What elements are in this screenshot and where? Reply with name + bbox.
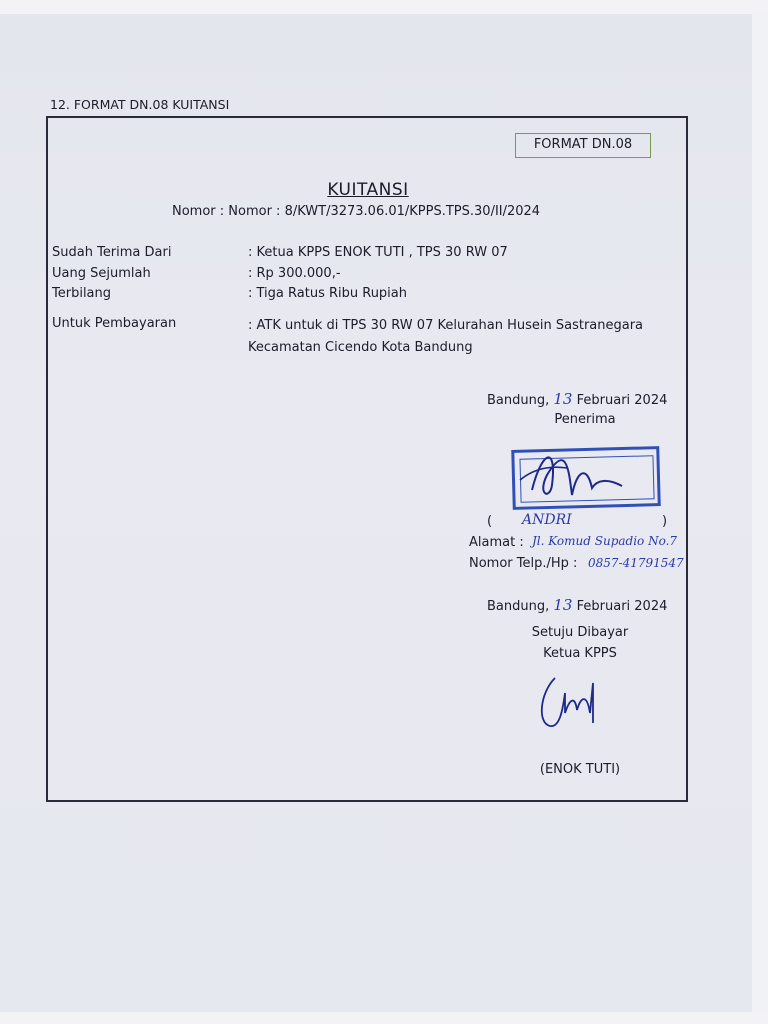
- field-value-untuk-pembayaran-line2: Kecamatan Cicendo Kota Bandung: [248, 340, 473, 355]
- field-value-uang-sejumlah: : Rp 300.000,-: [248, 266, 341, 281]
- approver-date-day: 13: [553, 596, 573, 614]
- approver-date-prefix: Bandung,: [487, 599, 550, 614]
- receiver-name-open: (: [487, 514, 493, 529]
- receiver-phone-handwritten: 0857-41791547: [588, 556, 684, 570]
- document-number: Nomor : Nomor : 8/KWT/3273.06.01/KPPS.TPS.30/II/2024: [172, 204, 541, 219]
- field-value-untuk-pembayaran: : ATK untuk di TPS 30 RW 07 Kelurahan Husein Sastranegara: [248, 318, 644, 333]
- receiver-name-close: ): [662, 514, 668, 529]
- receiver-phone-label: Nomor Telp./Hp :: [469, 556, 578, 571]
- field-label-terbilang: Terbilang: [52, 286, 112, 301]
- approver-role: Ketua KPPS: [543, 646, 617, 661]
- field-value-terbilang: : Tiga Ratus Ribu Rupiah: [248, 286, 407, 301]
- receiver-date-prefix: Bandung,: [487, 393, 550, 408]
- field-label-sudah-terima-dari: Sudah Terima Dari: [52, 245, 172, 260]
- receiver-date: [487, 391, 667, 409]
- approver-approval-text: Setuju Dibayar: [531, 625, 629, 640]
- receiver-role: Penerima: [554, 412, 616, 427]
- document-title: KUITANSI: [327, 180, 409, 200]
- approver-signature: [535, 668, 625, 738]
- receiver-address-handwritten: Jl. Komud Supadio No.7: [532, 534, 678, 548]
- receiver-name-handwritten: ANDRI: [522, 512, 572, 528]
- approver-name: (ENOK TUTI): [539, 762, 621, 777]
- format-code-box: FORMAT DN.08: [515, 133, 651, 158]
- approver-date: [487, 597, 667, 615]
- field-label-untuk-pembayaran: Untuk Pembayaran: [52, 316, 177, 331]
- field-label-uang-sejumlah: Uang Sejumlah: [52, 266, 151, 281]
- approver-date-rest: Februari 2024: [576, 599, 668, 614]
- field-value-sudah-terima-dari: : Ketua KPPS ENOK TUTI , TPS 30 RW 07: [248, 245, 508, 260]
- receiver-signature: [512, 440, 672, 520]
- section-heading: 12. FORMAT DN.08 KUITANSI: [50, 97, 230, 112]
- receiver-date-rest: Februari 2024: [576, 393, 668, 408]
- scan-margin-top: [0, 0, 768, 14]
- receiver-address-label: Alamat :: [469, 535, 524, 550]
- receiver-date-day: 13: [553, 390, 573, 408]
- scan-margin-bottom: [0, 1012, 768, 1024]
- scan-margin-right: [752, 14, 768, 1024]
